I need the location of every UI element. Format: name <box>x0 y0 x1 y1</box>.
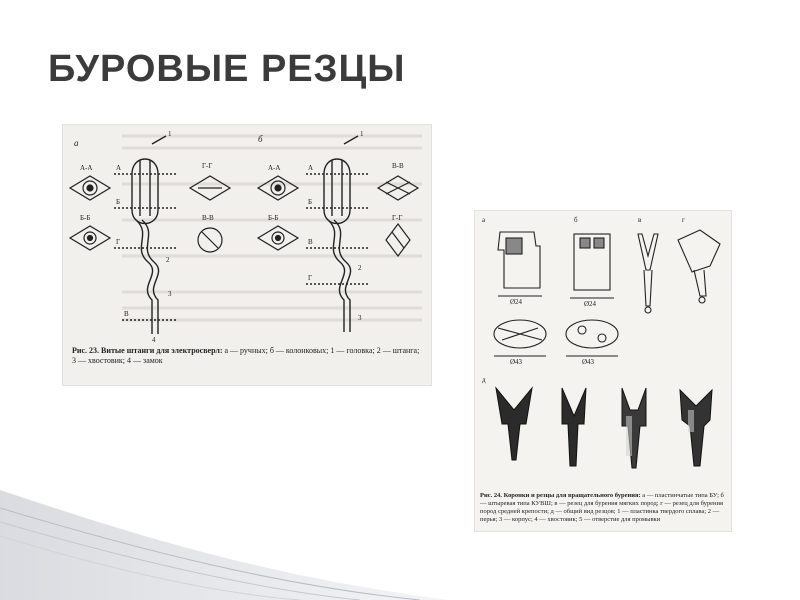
label-general-d: д <box>482 376 486 384</box>
cut-g-left: Г <box>116 238 121 246</box>
cut-a-left: А <box>116 164 122 172</box>
label-crown-b: б <box>574 216 578 224</box>
drill-rod-a <box>114 136 178 334</box>
num-1-a: 1 <box>168 130 172 138</box>
figure-left-caption-text: а — ручных; б — колонковых; 1 — головка; 2 — штанга; 3 — хвостовик; 4 — замок <box>72 346 420 365</box>
section-label-aa-right: А-А <box>268 164 281 172</box>
drill-rod-b <box>306 136 370 332</box>
figure-right-caption-title: Рис. 24. Коронки и резцы для вращательного бурения: <box>480 492 641 499</box>
num-2-b: 2 <box>358 264 362 272</box>
cut-g-right: Г <box>308 274 313 282</box>
section-label-gg-right: Г-Г <box>392 214 403 222</box>
cutter-g-drawing <box>678 230 720 303</box>
label-cutter-v: в <box>638 216 642 224</box>
figure-left-caption <box>72 346 424 366</box>
cut-b-right: Б <box>308 198 313 206</box>
crowns-cutters-drawing <box>474 210 732 532</box>
section-bb-left <box>70 226 110 250</box>
section-aa-left <box>70 176 110 200</box>
cutters-photo <box>496 388 712 468</box>
crown-a-front <box>498 232 542 296</box>
section-gg-mid <box>190 176 230 200</box>
cutter-v-drawing <box>638 234 658 313</box>
figure-right-caption-text: а — пластинчатые типа БУ; б — штыревая типа КУВШ; в — резец для бурения мягких пород; г — резец для бурения пород средней крепости; д — общий вид резцов; 1 — пластинка твердого сплава; 2 — перья; 3 — корпус; 4 — хвостовик; 5 — отверстие для промывки <box>480 492 724 523</box>
crown-b-diameter: Ø24 <box>584 300 597 308</box>
section-label-bb-right: Б-Б <box>268 214 279 222</box>
figure-crowns-cutters <box>474 210 732 532</box>
section-vv-mid <box>198 228 222 252</box>
section-label-vv-right: В-В <box>392 162 404 170</box>
crown-a-diameter: Ø24 <box>510 298 523 306</box>
num-3-b: 3 <box>358 314 362 322</box>
figure-drill-rods <box>62 124 432 386</box>
section-bb-right <box>258 226 298 250</box>
section-label-bb-left: Б-Б <box>80 214 91 222</box>
section-label-vv-mid: В-В <box>202 214 214 222</box>
cut-b-left: Б <box>116 198 121 206</box>
num-3-a: 3 <box>168 290 172 298</box>
crown-a-plan-diameter: Ø43 <box>510 358 523 366</box>
crown-b-front <box>570 234 614 298</box>
section-aa-right <box>258 176 298 200</box>
slide-title: БУРОВЫЕ РЕЗЦЫ <box>48 48 406 90</box>
num-2-a: 2 <box>166 256 170 264</box>
cut-v-left: В <box>124 310 129 318</box>
crown-b-plan-diameter: Ø43 <box>582 358 595 366</box>
section-gg-right <box>386 224 410 256</box>
crown-b-plan <box>566 320 618 356</box>
label-crown-a: а <box>482 216 486 224</box>
section-label-aa-left: А-А <box>80 164 93 172</box>
num-4-a: 4 <box>152 336 156 344</box>
label-a: а <box>74 138 79 148</box>
num-1-b: 1 <box>360 130 364 138</box>
decorative-wave <box>0 490 800 600</box>
figure-left-caption-title: Рис. 23. Витые штанги для электросверл: <box>72 346 223 355</box>
label-cutter-g: г <box>682 216 685 224</box>
crown-a-plan <box>494 320 546 356</box>
cut-a-right: А <box>308 164 314 172</box>
section-vv-right <box>378 176 418 200</box>
section-label-gg-mid: Г-Г <box>202 162 213 170</box>
label-b: б <box>258 134 263 144</box>
cut-v-right: В <box>308 238 313 246</box>
